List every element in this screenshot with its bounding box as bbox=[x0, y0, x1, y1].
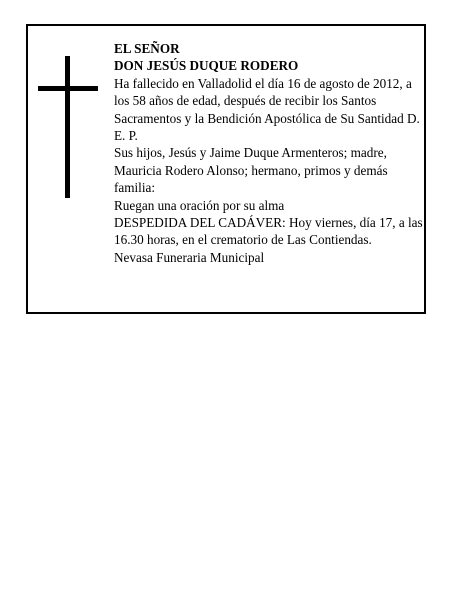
notice-text bbox=[114, 40, 424, 266]
death-announcement: Ha fallecido en Valladolid el día 16 de agosto de 2012, a los 58 años de edad, después de recibir los Santos Sacramentos y la Bendición Apostólica de Su Santidad D. E. P. bbox=[114, 75, 420, 144]
cross-vertical-bar bbox=[65, 56, 70, 198]
notice-title-line-2: DON JESÚS DUQUE RODERO bbox=[114, 58, 299, 74]
family-list: Sus hijos, Jesús y Jaime Duque Armenteros; madre, Mauricia Rodero Alonso; hermano, primos y demás familia: bbox=[114, 145, 388, 196]
prayer-request: Ruegan una oración por su alma bbox=[114, 197, 285, 213]
funeral-home: Nevasa Funeraria Municipal bbox=[114, 249, 265, 265]
cross-icon bbox=[38, 56, 98, 198]
notice-title-line-1: EL SEÑOR bbox=[114, 41, 180, 56]
farewell-details: DESPEDIDA DEL CADÁVER: Hoy viernes, día 17, a las 16.30 horas, en el crematorio de Las Contiendas. bbox=[114, 215, 423, 248]
cross-horizontal-bar bbox=[38, 86, 98, 91]
death-notice bbox=[26, 24, 426, 314]
